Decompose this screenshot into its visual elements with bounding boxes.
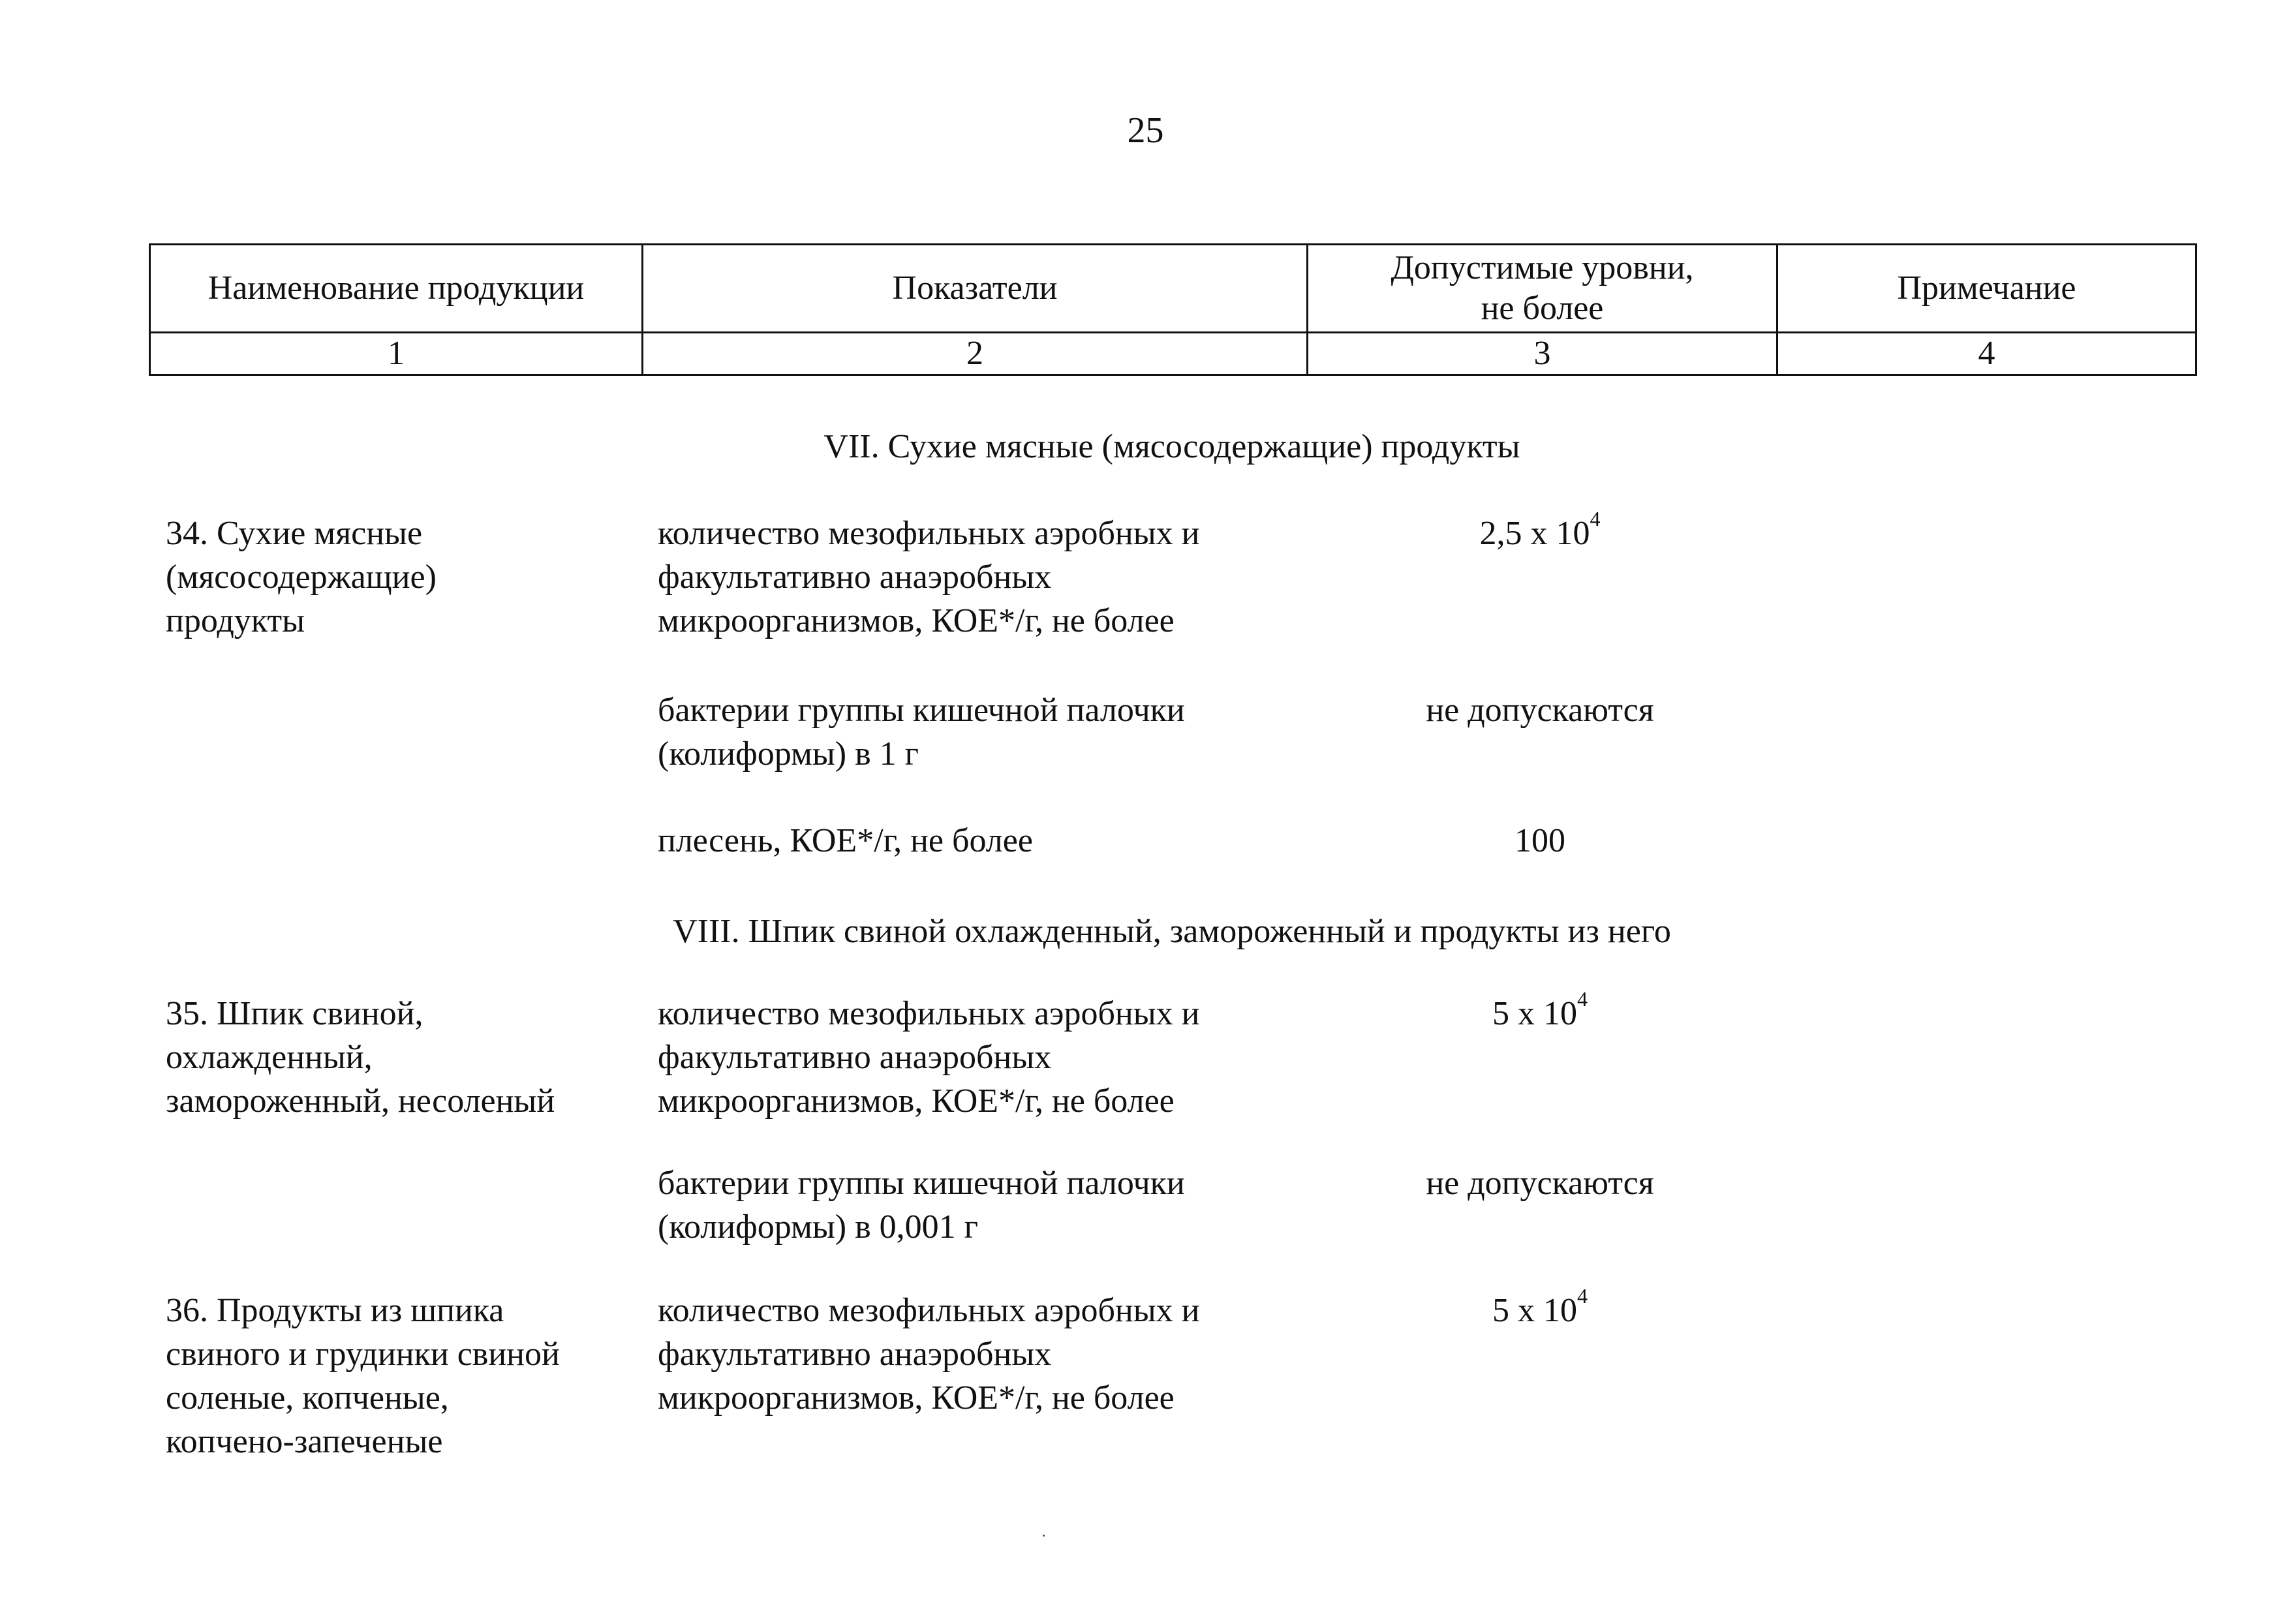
section-title-vii: VII. Сухие мясные (мясосодержащие) продукты [823, 428, 1520, 465]
header-col-product: Наименование продукции [150, 245, 643, 333]
indicator-34-mold: плесень, КОЕ*/г, не более [658, 822, 1033, 859]
header-num-1: 1 [150, 333, 643, 375]
indicator-35-coliform: бактерии группы кишечной палочки (колиформы) в 0,001 г [658, 1165, 1185, 1246]
header-num-4: 4 [1777, 333, 2196, 375]
header-col-levels [1308, 245, 1777, 333]
indicator-34-mesophilic: количество мезофильных аэробных и факультативно анаэробных микроорганизмов, КОЕ*/г, не более [658, 515, 1200, 639]
header-num-2: 2 [643, 333, 1308, 375]
product-name-36: 36. Продукты из шпика свиного и грудинки свиной соленые, копченые, копчено-запеченые [166, 1292, 560, 1460]
indicator-35-mesophilic: количество мезофильных аэробных и факультативно анаэробных микроорганизмов, КОЕ*/г, не более [658, 995, 1200, 1120]
table-header [149, 243, 2197, 376]
page-number: 25 [1127, 110, 1164, 151]
value-35-mesophilic: 5 х $10^4$ [1492, 987, 1588, 1032]
header-col-note: Примечание [1777, 245, 2196, 333]
product-name-34: 34. Сухие мясные (мясосодержащие) продукты [166, 515, 437, 639]
header-col-indicators: Показатели [643, 245, 1308, 333]
header-number-row [150, 333, 2196, 375]
value-35-coliform: не допускаются [1426, 1165, 1654, 1202]
header-row [150, 245, 2196, 333]
value-34-mesophilic: 2,5 х $10^4$ [1479, 507, 1601, 552]
value-34-coliform: не допускаются [1426, 692, 1654, 729]
indicator-34-coliform: бактерии группы кишечной палочки (колиформы) в 1 г [658, 692, 1185, 773]
section-title-viii: VIII. Шпик свиной охлажденный, замороженный и продукты из него [673, 913, 1671, 950]
scan-speck [1043, 1535, 1045, 1537]
header-levels-line2: не более [1481, 290, 1604, 327]
value-36-mesophilic: 5 х $10^4$ [1492, 1284, 1588, 1329]
header-num-3: 3 [1308, 333, 1777, 375]
value-34-mold: 100 [1515, 822, 1565, 859]
indicator-36-mesophilic: количество мезофильных аэробных и факультативно анаэробных микроорганизмов, КОЕ*/г, не более [658, 1292, 1200, 1417]
header-levels-line1: Допустимые уровни, [1391, 249, 1694, 286]
product-name-35: 35. Шпик свиной, охлажденный, замороженный, несоленый [166, 995, 555, 1120]
